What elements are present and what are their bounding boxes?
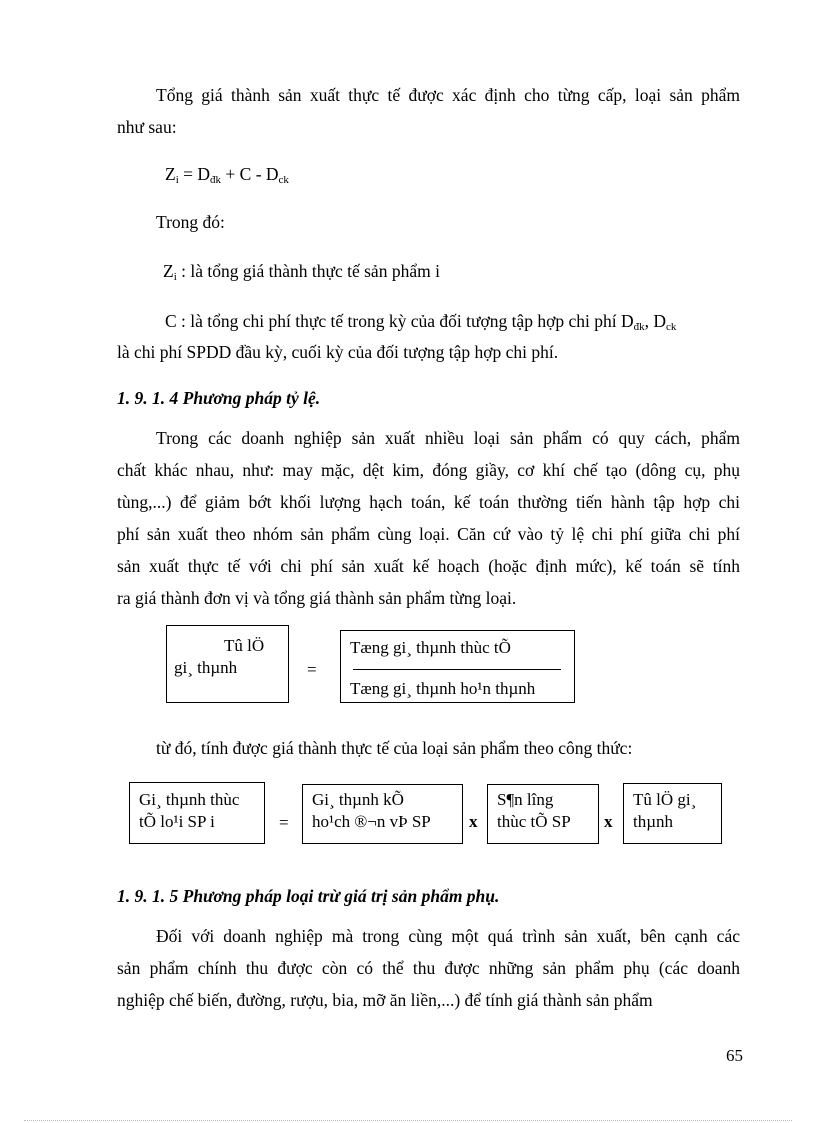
section-heading-byproduct-method: 1. 9. 1. 5 Phương pháp loại trừ giá trị sản phẩm phụ. bbox=[117, 886, 500, 906]
actual-cost-box: Gi¸ thµnh thùc tÕ lo¹i SP i bbox=[129, 782, 265, 844]
paragraph-line: nghiệp chế biến, đường, rượu, bia, mỡ ăn liền,...) để tính giá thành sản phẩm bbox=[117, 990, 653, 1010]
cost-ratio-box: Tû lÖ gi¸ thµnh bbox=[623, 783, 722, 844]
planned-unit-cost-box: Gi¸ thµnh kÕ ho¹ch ®¬n vÞ SP bbox=[302, 784, 463, 844]
multiply-sign: x bbox=[604, 812, 613, 831]
paragraph-line: như sau: bbox=[117, 117, 177, 137]
formula-total-cost: $Z_i = D_{đk} + C - D_{ck}$ bbox=[165, 164, 289, 186]
paragraph-line: là chi phí SPDD đầu kỳ, cuối kỳ của đối tượng tập hợp chi phí. bbox=[117, 342, 559, 362]
footer-divider bbox=[24, 1120, 792, 1121]
equals-sign: = bbox=[279, 813, 289, 832]
paragraph-line: Đối với doanh nghiệp mà trong cùng một quá trình sản xuất, bên cạnh các bbox=[156, 926, 740, 946]
paragraph-line: từ đó, tính được giá thành thực tế của loại sản phẩm theo công thức: bbox=[156, 738, 633, 758]
actual-output-box: S¶n lîng thùc tÕ SP bbox=[487, 784, 599, 844]
page-number: 65 bbox=[726, 1046, 743, 1065]
paragraph-line: Tổng giá thành sản xuất thực tế được xác định cho từng cấp, loại sản phẩm bbox=[156, 85, 740, 105]
trong-do-label: Trong đó: bbox=[156, 212, 225, 232]
paragraph-line: ra giá thành đơn vị và tổng giá thành sản phẩm từng loại. bbox=[117, 588, 517, 608]
definition-zi: $Z_i$ : là tổng giá thành thực tế sản phẩm i bbox=[163, 261, 440, 283]
paragraph-line: phí sản xuất theo nhóm sản phẩm cùng loại. Căn cứ vào tỷ lệ chi phí giữa chi phí bbox=[117, 524, 740, 544]
equals-sign: = bbox=[307, 660, 317, 679]
paragraph-line: sản phẩm chính thu được còn có thể thu được những sản phẩm phụ (các doanh bbox=[117, 958, 740, 978]
ratio-left-box: Tû lÖ gi¸ thµnh bbox=[166, 625, 289, 703]
paragraph-line: chất khác nhau, như: may mặc, dệt kim, đóng giầy, cơ khí chế tạo (dông cụ, phụ bbox=[117, 460, 740, 480]
multiply-sign: x bbox=[469, 812, 478, 831]
section-heading-ratio-method: 1. 9. 1. 4 Phương pháp tỷ lệ. bbox=[117, 388, 321, 408]
paragraph-line: Trong các doanh nghiệp sản xuất nhiều loại sản phẩm có quy cách, phẩm bbox=[156, 428, 740, 448]
paragraph-line: tùng,...) để giảm bớt khối lượng hạch toán, kế toán thường tiến hành tập hợp chi bbox=[117, 492, 740, 512]
definition-c: C : là tổng chi phí thực tế trong kỳ của đối tượng tập hợp chi phí $D_{đk}$, $D_{ck}$ bbox=[165, 311, 677, 333]
fraction-line bbox=[353, 669, 561, 670]
ratio-fraction-box: Tæng gi¸ thµnh thùc tÕ Tæng gi¸ thµnh ho¹n thµnh bbox=[340, 630, 575, 703]
paragraph-line: sản xuất thực tế với chi phí sản xuất kế hoạch (hoặc định mức), kế toán sẽ tính bbox=[117, 556, 740, 576]
